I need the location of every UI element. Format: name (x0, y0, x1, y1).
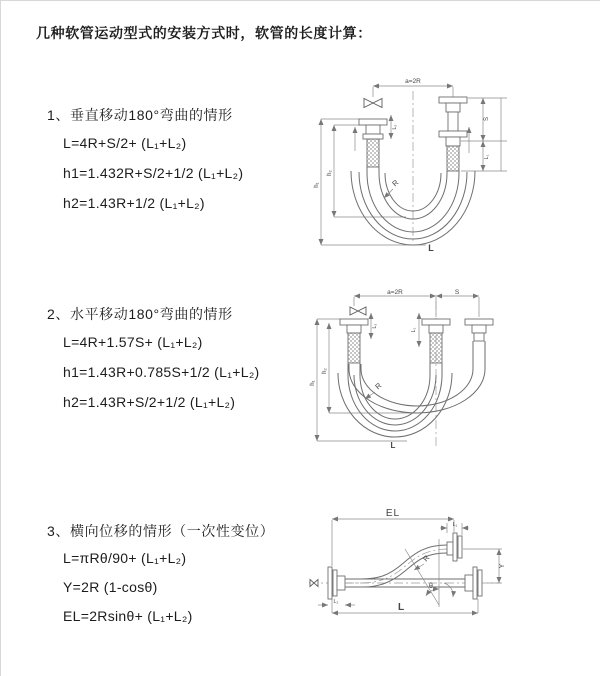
diagram-horizontal-180-bend (307, 285, 549, 461)
d3-dim-label-y: Y (499, 563, 506, 569)
d2-hose-loop-original (338, 363, 452, 437)
d2-radius-label: R (373, 380, 384, 392)
d3-right-upper-flange (453, 533, 462, 561)
section2-heading: 2、水平移动180°弯曲的情形 (47, 306, 233, 322)
d1-length-label: L (428, 243, 434, 253)
d3-radius-label: R (420, 553, 432, 564)
d2-hose-loop-shifted (349, 341, 485, 413)
d3-dim-label-l1: L₁ (452, 522, 458, 528)
d2-dim-label-s: S (454, 289, 460, 296)
section2-formula-h2: h2=1.43R+S/2+1/2 (L₁+L₂) (63, 394, 236, 410)
d2-dim-label-l2: L₂ (372, 323, 378, 329)
d2-braided-hose-middle (430, 333, 442, 363)
d2-radius-callout (365, 381, 384, 399)
section1-formula-h1: h1=1.432R+S/2+1/2 (L₁+L₂) (63, 165, 244, 181)
section1-heading: 1、垂直移动180°弯曲的情形 (47, 107, 233, 123)
d1-dimensions (314, 78, 507, 245)
d3-hose-displaced-position (345, 542, 453, 587)
section2-formula-l: L=4R+1.57S+ (L₁+L₂) (63, 334, 203, 350)
section3-heading: 3、横向位移的情形（一次性变位） (47, 523, 275, 539)
d2-dim-label-l1: L₁ (411, 327, 417, 333)
d2-length-label: L (390, 441, 396, 450)
d1-dim-label-l1: L₁ (484, 154, 490, 160)
section1-formula-h2: h2=1.43R+1/2 (L₁+L₂) (63, 195, 205, 211)
d2-right-fitting (465, 319, 493, 341)
d1-left-fitting (359, 119, 387, 167)
d3-dim-label-l2: L₂ (333, 599, 339, 605)
d2-braided-hose-left (348, 333, 360, 363)
d1-dim-label-l2: L₂ (392, 124, 398, 130)
diagram-lateral-displacement (301, 497, 563, 657)
d1-radius-callout (384, 178, 401, 198)
d2-left-fitting (340, 319, 368, 363)
d1-dim-label-h1: h₁ (314, 182, 320, 188)
d3-angle-label: θ (429, 583, 433, 590)
d3-right-lower-flange (473, 567, 482, 599)
d1-dim-label-s: S (484, 116, 490, 122)
section2-formula-h1: h1=1.43R+0.785S+1/2 (L₁+L₂) (63, 364, 260, 380)
section1-formula-l: L=4R+S/2+ (L₁+L₂) (63, 135, 187, 151)
d3-left-flange (328, 567, 345, 599)
d2-middle-fitting (422, 319, 450, 363)
section3-formula-y: Y=2R (1-cosθ) (63, 579, 158, 595)
d1-right-fitting (439, 97, 467, 171)
d2-dimensions (310, 289, 479, 441)
d1-braided-hose-left (367, 139, 379, 167)
page-title: 几种软管运动型式的安装方式时，软管的长度计算： (36, 25, 372, 41)
section3-formula-el: EL=2Rsinθ+ (L₁+L₂) (63, 608, 193, 624)
d2-valve-icon (350, 307, 366, 315)
d1-dim-label-h2: h₂ (327, 170, 333, 176)
d3-dim-label-el: EL (385, 508, 401, 519)
d2-dim-label-h2: h₂ (322, 368, 328, 374)
section3-formula-l: L=πRθ/90+ (L₁+L₂) (63, 550, 187, 566)
d3-dim-label-l: L (397, 602, 405, 613)
d3-axis-mark-icon (310, 580, 318, 587)
d2-dim-label-a2r: a=2R (387, 289, 403, 296)
d1-valve-icon (364, 99, 382, 108)
d1-dim-label-a2r: a=2R (405, 78, 421, 85)
d2-dim-label-h1: h₁ (310, 380, 316, 386)
diagram-vertical-180-bend (311, 73, 541, 255)
d1-braided-hose-right (447, 146, 459, 171)
d1-radius-label: R (390, 177, 401, 189)
